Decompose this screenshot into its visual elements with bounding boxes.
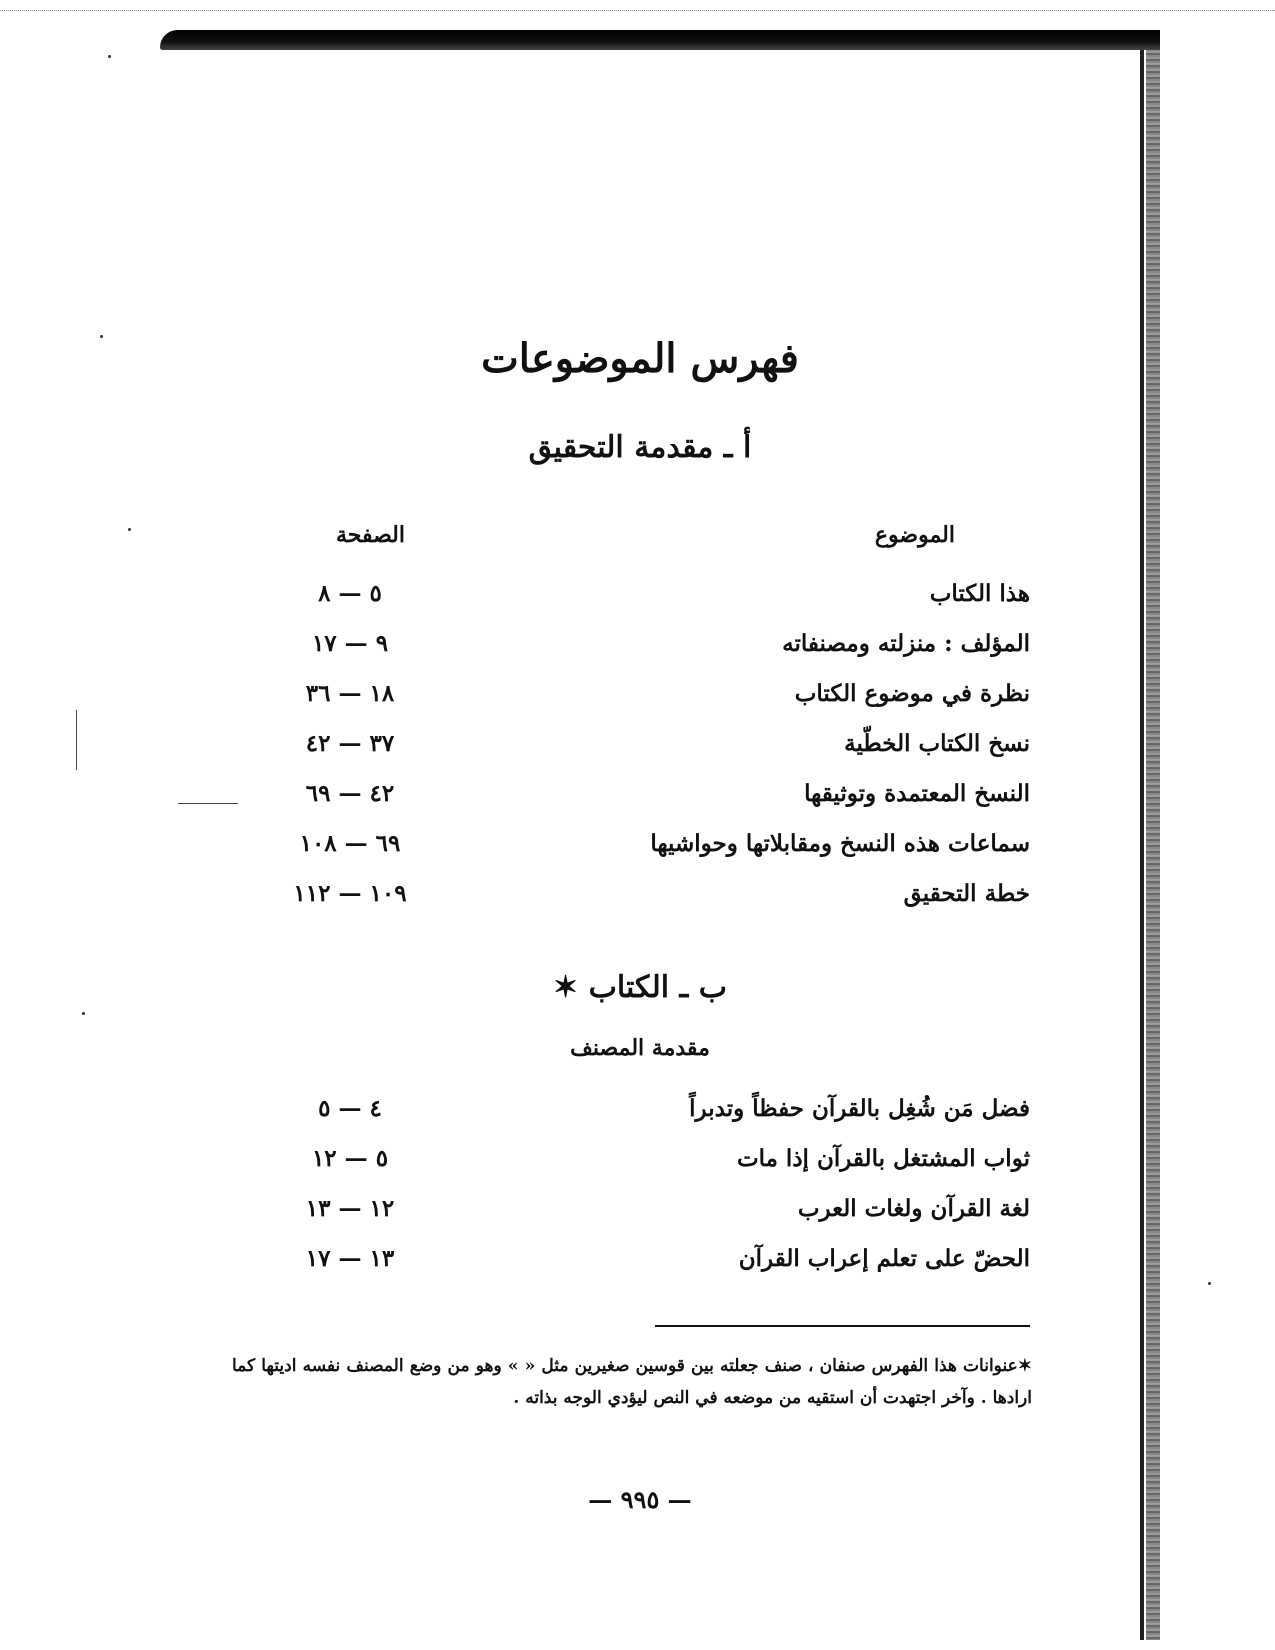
- toc-topic: هذا الكتاب: [929, 580, 1030, 607]
- page-number: — ٩٩٥ —: [588, 1485, 692, 1514]
- toc-row: [240, 1195, 1030, 1235]
- toc-row: [240, 830, 1030, 870]
- page-title: فهرس الموضوعات: [481, 335, 799, 382]
- column-header-page: الصفحة: [335, 522, 405, 548]
- toc-page-range: ٤٢ — ٦٩: [305, 780, 395, 807]
- toc-row: [240, 580, 1030, 620]
- toc-page-range: ٥ — ١٢: [311, 1145, 389, 1172]
- section-b-title: ب ـ الكتاب ✶: [553, 970, 727, 1005]
- toc-topic: الحضّ على تعلم إعراب القرآن: [738, 1245, 1030, 1272]
- toc-row: [240, 730, 1030, 770]
- toc-page-range: ١٠٩ — ١١٢: [293, 880, 407, 907]
- toc-topic: سماعات هذه النسخ ومقابلاتها وحواشيها: [650, 830, 1030, 857]
- toc-topic: المؤلف : منزلته ومصنفاته: [782, 630, 1030, 657]
- toc-page-range: ١٢ — ١٣: [305, 1195, 395, 1222]
- footnote-text: عنوانات هذا الفهرس صنفان ، صنف جعلته بين قوسين صغيرين مثل « » وهو من وضع المصنف نفسه اديتها كما ارادها . وآخر اجتهدت أن استقيه من موضعه في النص ليؤدي الوجه بذاته .: [232, 1356, 1032, 1408]
- toc-topic: نسخ الكتاب الخطّية: [844, 730, 1030, 757]
- footnote: [232, 1350, 1032, 1414]
- toc-page-range: ١٨ — ٣٦: [305, 680, 395, 707]
- toc-row: [240, 780, 1030, 820]
- toc-row: [240, 1095, 1030, 1135]
- toc-row: [240, 1145, 1030, 1185]
- section-b-subtitle: مقدمة المصنف: [570, 1035, 710, 1061]
- toc-topic: نظرة في موضوع الكتاب: [794, 680, 1030, 707]
- column-header-topic: الموضوع: [874, 522, 955, 548]
- footnote-divider: [655, 1325, 1030, 1327]
- toc-page-range: ٦٩ — ١٠٨: [299, 830, 401, 857]
- toc-page-range: ٤ — ٥: [318, 1095, 382, 1122]
- toc-topic: ثواب المشتغل بالقرآن إذا مات: [736, 1145, 1030, 1172]
- footnote-star-icon: ✶: [1017, 1356, 1032, 1376]
- toc-page-range: ٣٧ — ٤٢: [305, 730, 395, 757]
- section-a-title: أ ـ مقدمة التحقيق: [528, 430, 752, 465]
- toc-topic: فضل مَن شُغِل بالقرآن حفظاً وتدبراً: [689, 1095, 1030, 1122]
- toc-topic: خطة التحقيق: [903, 880, 1030, 907]
- toc-row: [240, 680, 1030, 720]
- toc-page-range: ٩ — ١٧: [311, 630, 389, 657]
- toc-page-range: ١٣ — ١٧: [305, 1245, 395, 1272]
- toc-topic: لغة القرآن ولغات العرب: [797, 1195, 1030, 1222]
- toc-row: [240, 880, 1030, 920]
- toc-page-range: ٥ — ٨: [318, 580, 382, 607]
- toc-row: [240, 630, 1030, 670]
- toc-row: [240, 1245, 1030, 1285]
- toc-topic: النسخ المعتمدة وتوثيقها: [804, 780, 1030, 807]
